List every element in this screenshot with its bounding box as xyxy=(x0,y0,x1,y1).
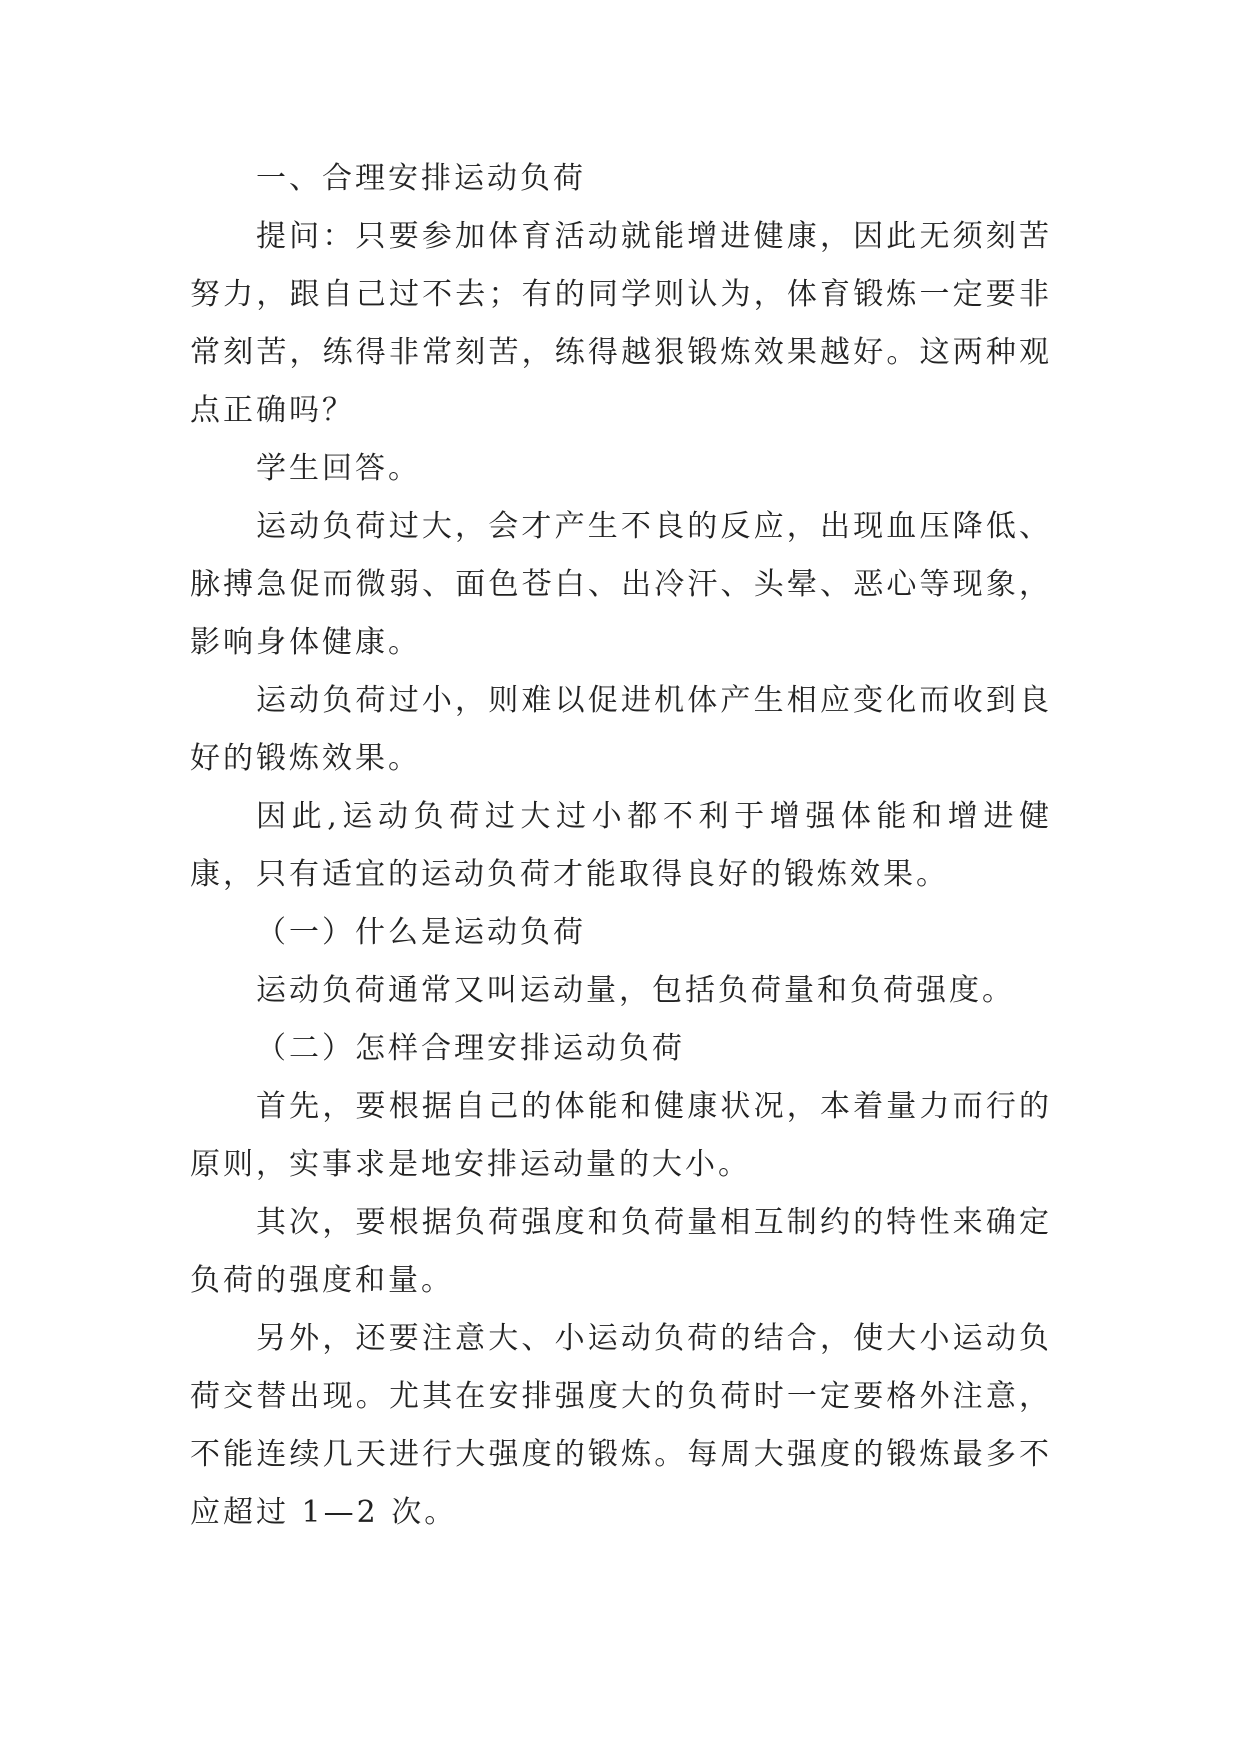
conclusion-paragraph: 因此,运动负荷过大过小都不利于增强体能和增进健康，只有适宜的运动负荷才能取得良好的锻炼效果。 xyxy=(190,799,1052,892)
third-point-paragraph: 另外，还要注意大、小运动负荷的结合，使大小运动负荷交替出现。尤其在安排强度大的负荷时一定要格外注意，不能连续几天进行大强度的锻炼。每周大强度的锻炼最多不应超过 1—2 次。 xyxy=(190,1321,1052,1530)
question-paragraph: 提问：只要参加体育活动就能增进健康，因此无须刻苦努力，跟自己过不去；有的同学则认为，体育锻炼一定要非常刻苦，练得非常刻苦，练得越狠锻炼效果越好。这两种观点正确吗？ xyxy=(190,219,1052,428)
document-body xyxy=(190,150,1052,1542)
subsection-heading-2: （二）怎样合理安排运动负荷 xyxy=(256,1031,685,1066)
load-too-large-paragraph: 运动负荷过大，会才产生不良的反应，出现血压降低、脉搏急促而微弱、面色苍白、出冷汗、头晕、恶心等现象，影响身体健康。 xyxy=(190,509,1052,660)
definition-paragraph: 运动负荷通常又叫运动量，包括负荷量和负荷强度。 xyxy=(256,973,1015,1008)
section-heading: 一、合理安排运动负荷 xyxy=(256,161,586,196)
student-answer-paragraph: 学生回答。 xyxy=(256,451,421,486)
subsection-heading-1: （一）什么是运动负荷 xyxy=(256,915,586,950)
second-point-paragraph: 其次，要根据负荷强度和负荷量相互制约的特性来确定负荷的强度和量。 xyxy=(190,1205,1052,1298)
load-too-small-paragraph: 运动负荷过小，则难以促进机体产生相应变化而收到良好的锻炼效果。 xyxy=(190,683,1052,776)
first-point-paragraph: 首先，要根据自己的体能和健康状况，本着量力而行的原则，实事求是地安排运动量的大小。 xyxy=(190,1089,1052,1182)
